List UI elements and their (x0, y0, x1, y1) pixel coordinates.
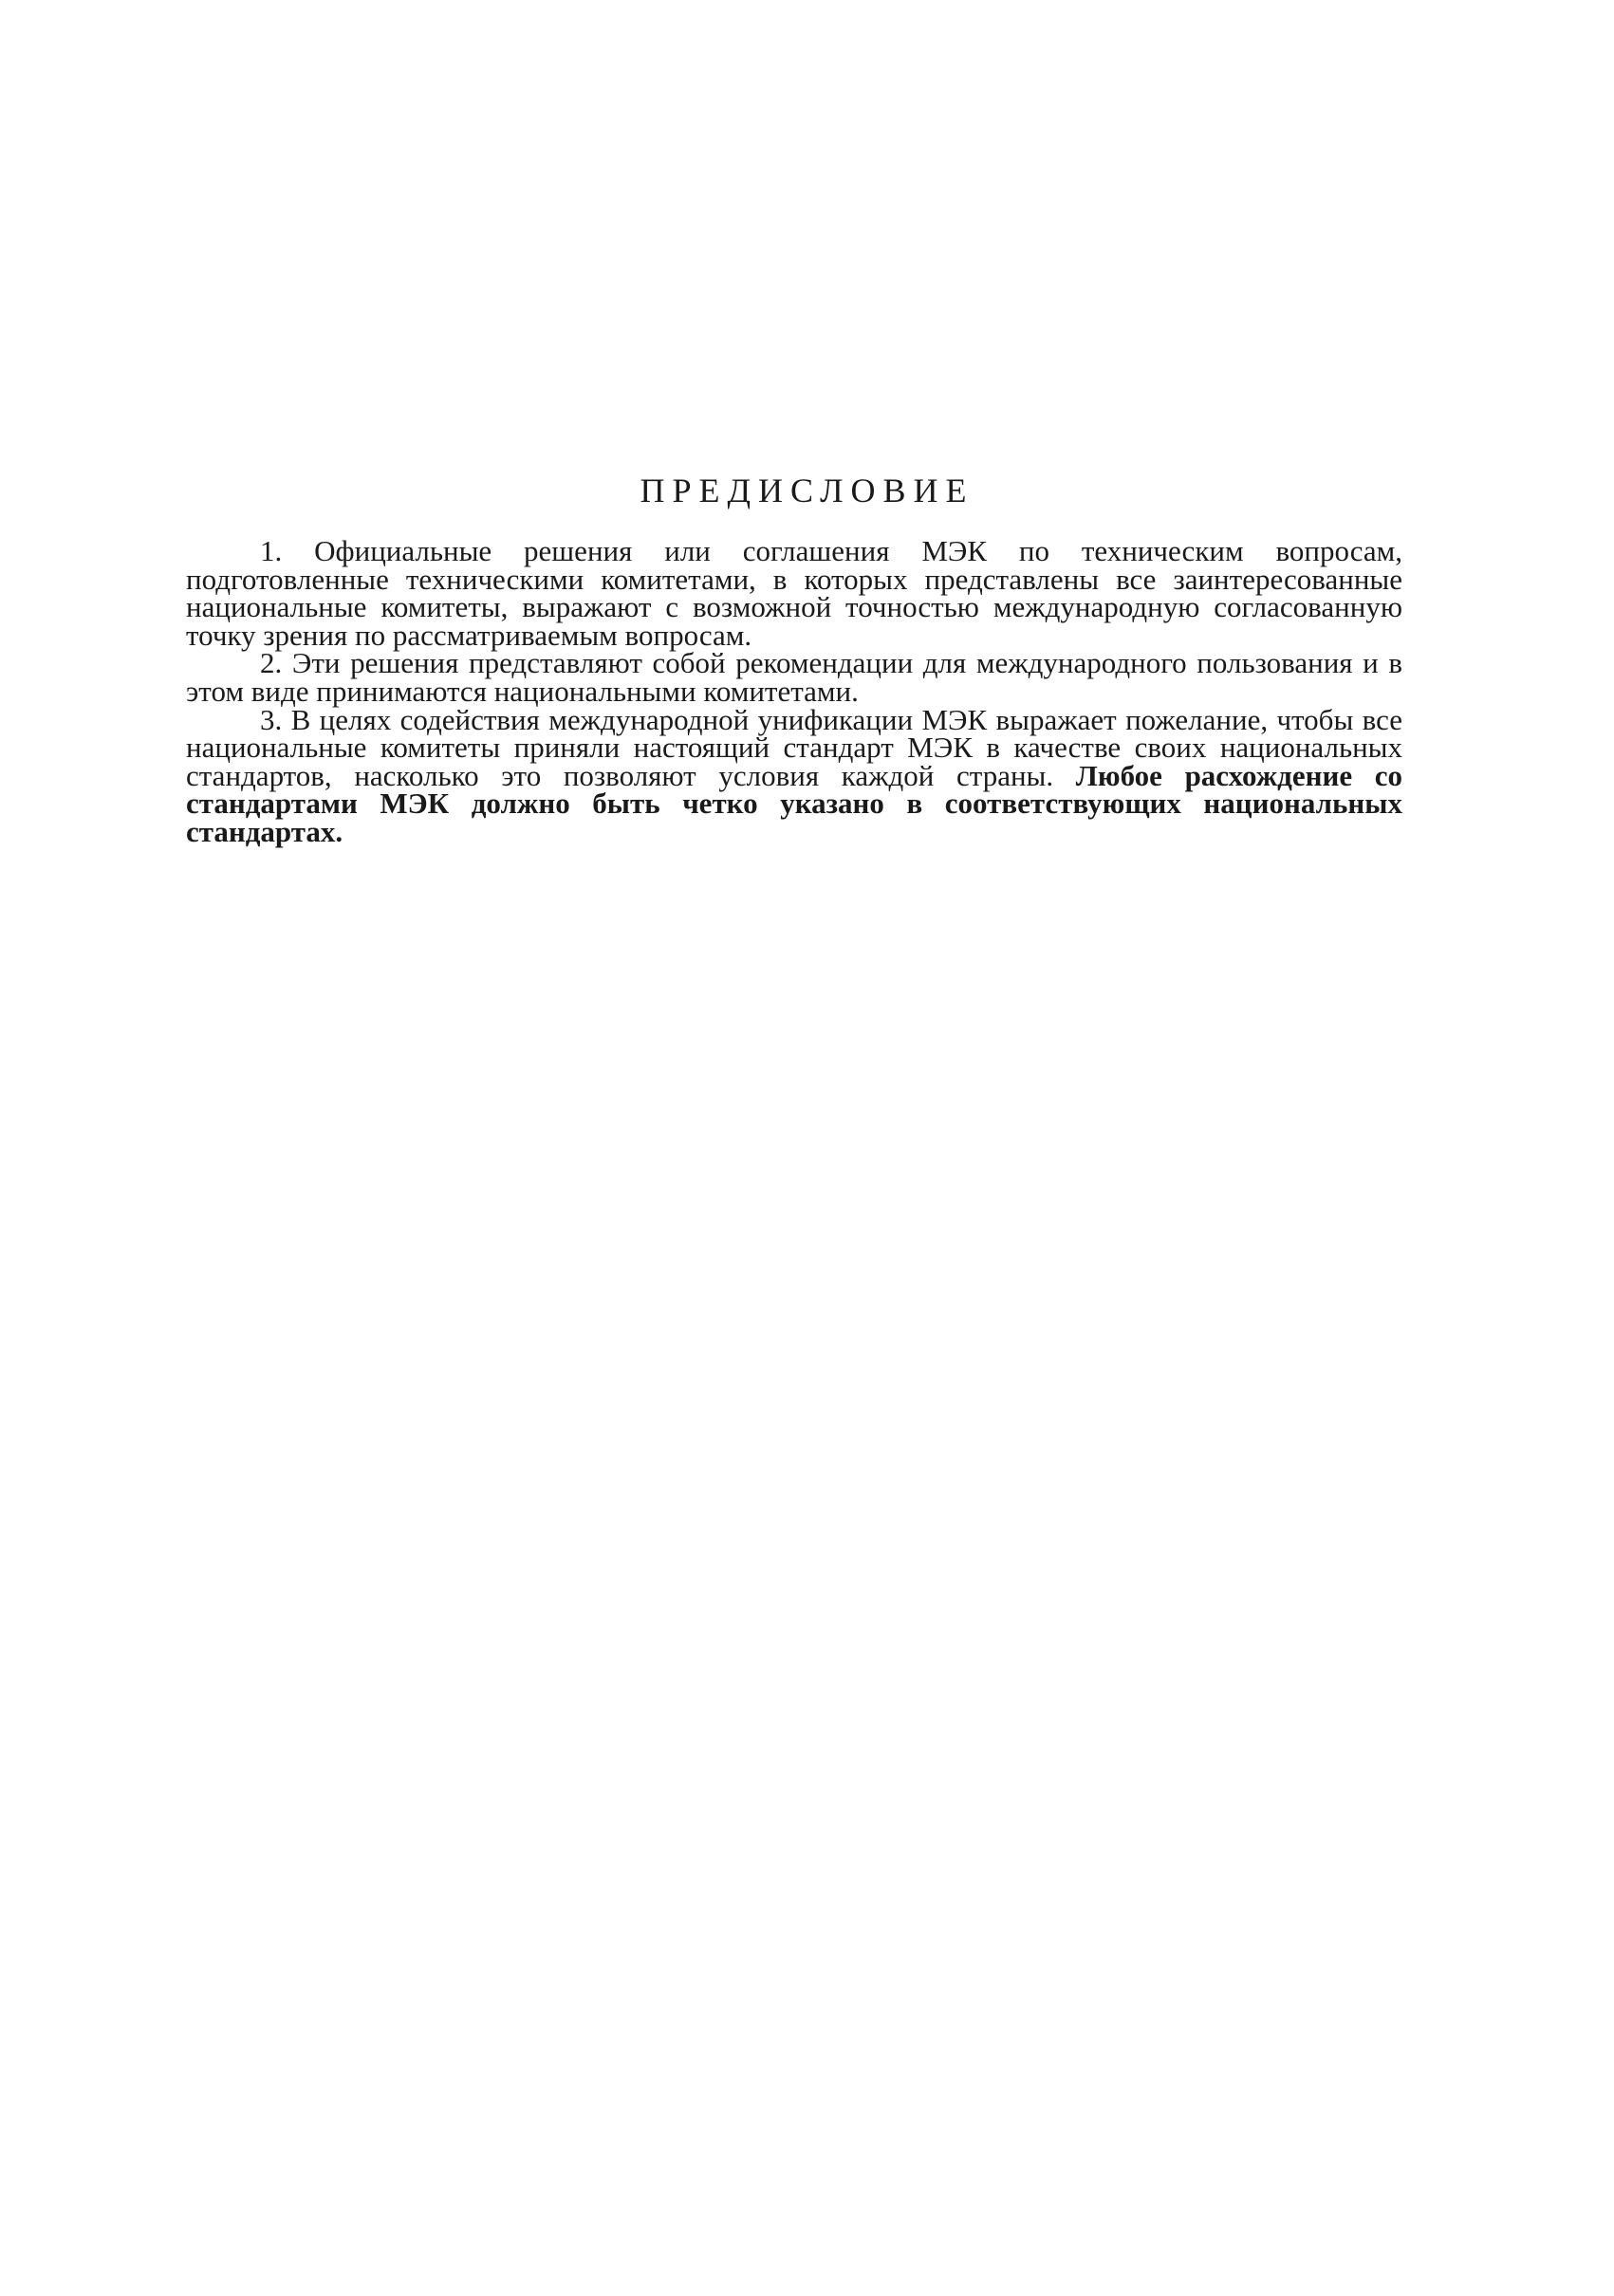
foreword-body (186, 534, 1403, 848)
paragraph-2 (186, 646, 1402, 708)
paragraph-1 (186, 534, 1403, 652)
paragraph-2-text: Эти решения представляют собой рекомендации для международного пользования и в этом виде принимаются национальными комитетами. (186, 646, 1402, 708)
paragraph-1-number: 1. (260, 534, 283, 567)
paragraph-3-number: 3. (260, 702, 283, 736)
document-title: ПРЕДИСЛОВИЕ (640, 472, 974, 509)
paragraph-2-number: 2. (260, 646, 283, 680)
paragraph-3 (186, 702, 1403, 848)
paragraph-3-text-bold: Любое расхождение со стандартами МЭК должно быть четко указано в соответствующих национальных стандартах. (186, 758, 1403, 848)
paragraph-3-text: В целях содействия международной унификации МЭК выражает пожелание, чтобы все национальные комитеты приняли настоящий стандарт МЭК в качестве своих национальных стандартов, насколько это позволяют условия каждой страны. (186, 702, 1403, 792)
paragraph-1-text: Официальные решения или соглашения МЭК по техническим вопросам, подготовленные техническими комитетами, в которых представлены все заинтересованные национальные комитеты, выражают с возможной точностью международную согласованную точку зрения по рассматриваемым вопросам. (186, 534, 1403, 652)
